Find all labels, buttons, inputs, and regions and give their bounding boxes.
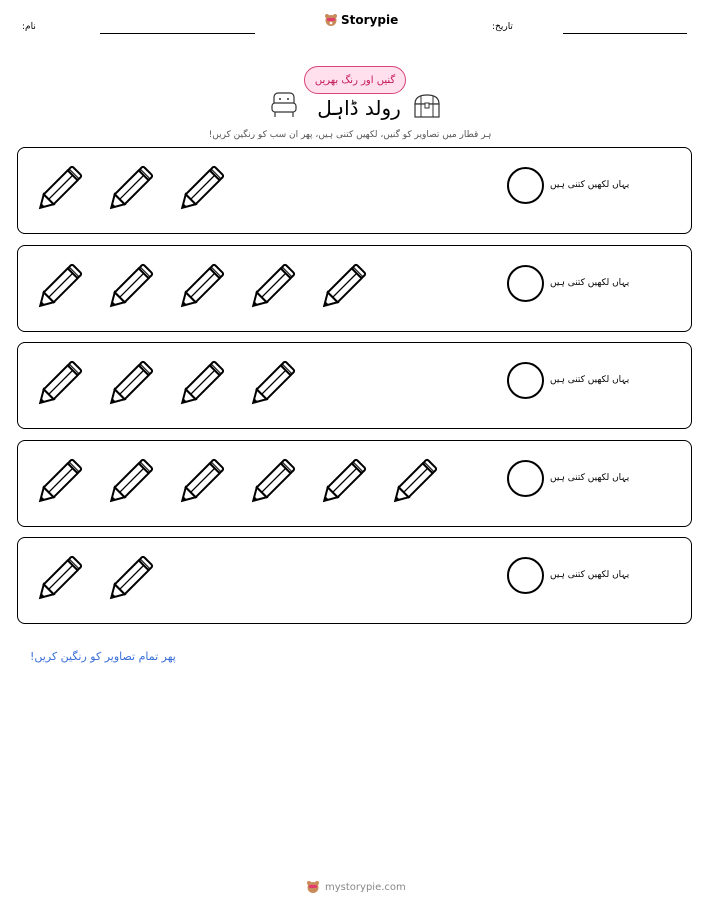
pencil-icon — [172, 451, 232, 511]
pencil-icon — [101, 353, 161, 413]
pencil-group — [30, 256, 385, 316]
pencil-icon — [30, 158, 90, 218]
count-row — [17, 440, 692, 527]
bear-icon — [306, 880, 320, 894]
pencil-icon — [101, 256, 161, 316]
armchair-icon — [269, 90, 299, 120]
pencil-icon — [314, 256, 374, 316]
pencil-icon — [243, 353, 303, 413]
answer-circle[interactable] — [507, 265, 544, 302]
pencil-icon — [101, 548, 161, 608]
answer-prompt: یہاں لکھیں کتنی ہیں — [550, 570, 630, 580]
pencil-icon — [243, 256, 303, 316]
page-title: رولد ڈاہل — [317, 96, 401, 120]
pencil-group — [30, 158, 243, 218]
answer-prompt: یہاں لکھیں کتنی ہیں — [550, 278, 630, 288]
pencil-icon — [101, 451, 161, 511]
footer-url: mystorypie.com — [325, 881, 406, 893]
pencil-group — [30, 548, 172, 608]
activity-badge: گنیں اور رنگ بھریں — [304, 66, 406, 94]
pencil-group — [30, 451, 456, 511]
instructions: ہر قطار میں تصاویر کو گنیں، لکھیں کتنی ہیں، پھر ان سب کو رنگین کریں! — [208, 130, 492, 140]
answer-circle[interactable] — [507, 362, 544, 399]
pencil-icon — [30, 353, 90, 413]
pencil-icon — [385, 451, 445, 511]
pencil-icon — [172, 158, 232, 218]
date-line — [563, 33, 687, 34]
pencil-icon — [30, 256, 90, 316]
count-row — [17, 537, 692, 624]
pencil-icon — [101, 158, 161, 218]
answer-circle[interactable] — [507, 460, 544, 497]
treasure-chest-icon — [412, 92, 442, 120]
pencil-icon — [172, 256, 232, 316]
footer — [306, 880, 406, 894]
pencil-icon — [30, 451, 90, 511]
answer-circle[interactable] — [507, 557, 544, 594]
bear-icon — [324, 13, 338, 27]
name-label: نام: — [22, 22, 36, 32]
date-label: تاریخ: — [492, 22, 513, 32]
count-row — [17, 245, 692, 332]
name-line — [100, 33, 255, 34]
pencil-icon — [172, 353, 232, 413]
pencil-icon — [314, 451, 374, 511]
answer-prompt: یہاں لکھیں کتنی ہیں — [550, 375, 630, 385]
answer-prompt: یہاں لکھیں کتنی ہیں — [550, 180, 630, 190]
pencil-group — [30, 353, 314, 413]
answer-prompt: یہاں لکھیں کتنی ہیں — [550, 473, 630, 483]
storypie-logo — [324, 13, 398, 27]
brand-name: Storypie — [341, 13, 399, 27]
color-instruction: پھر تمام تصاویر کو رنگین کریں! — [30, 650, 176, 663]
pencil-icon — [30, 548, 90, 608]
count-row — [17, 147, 692, 234]
count-row — [17, 342, 692, 429]
pencil-icon — [243, 451, 303, 511]
answer-circle[interactable] — [507, 167, 544, 204]
